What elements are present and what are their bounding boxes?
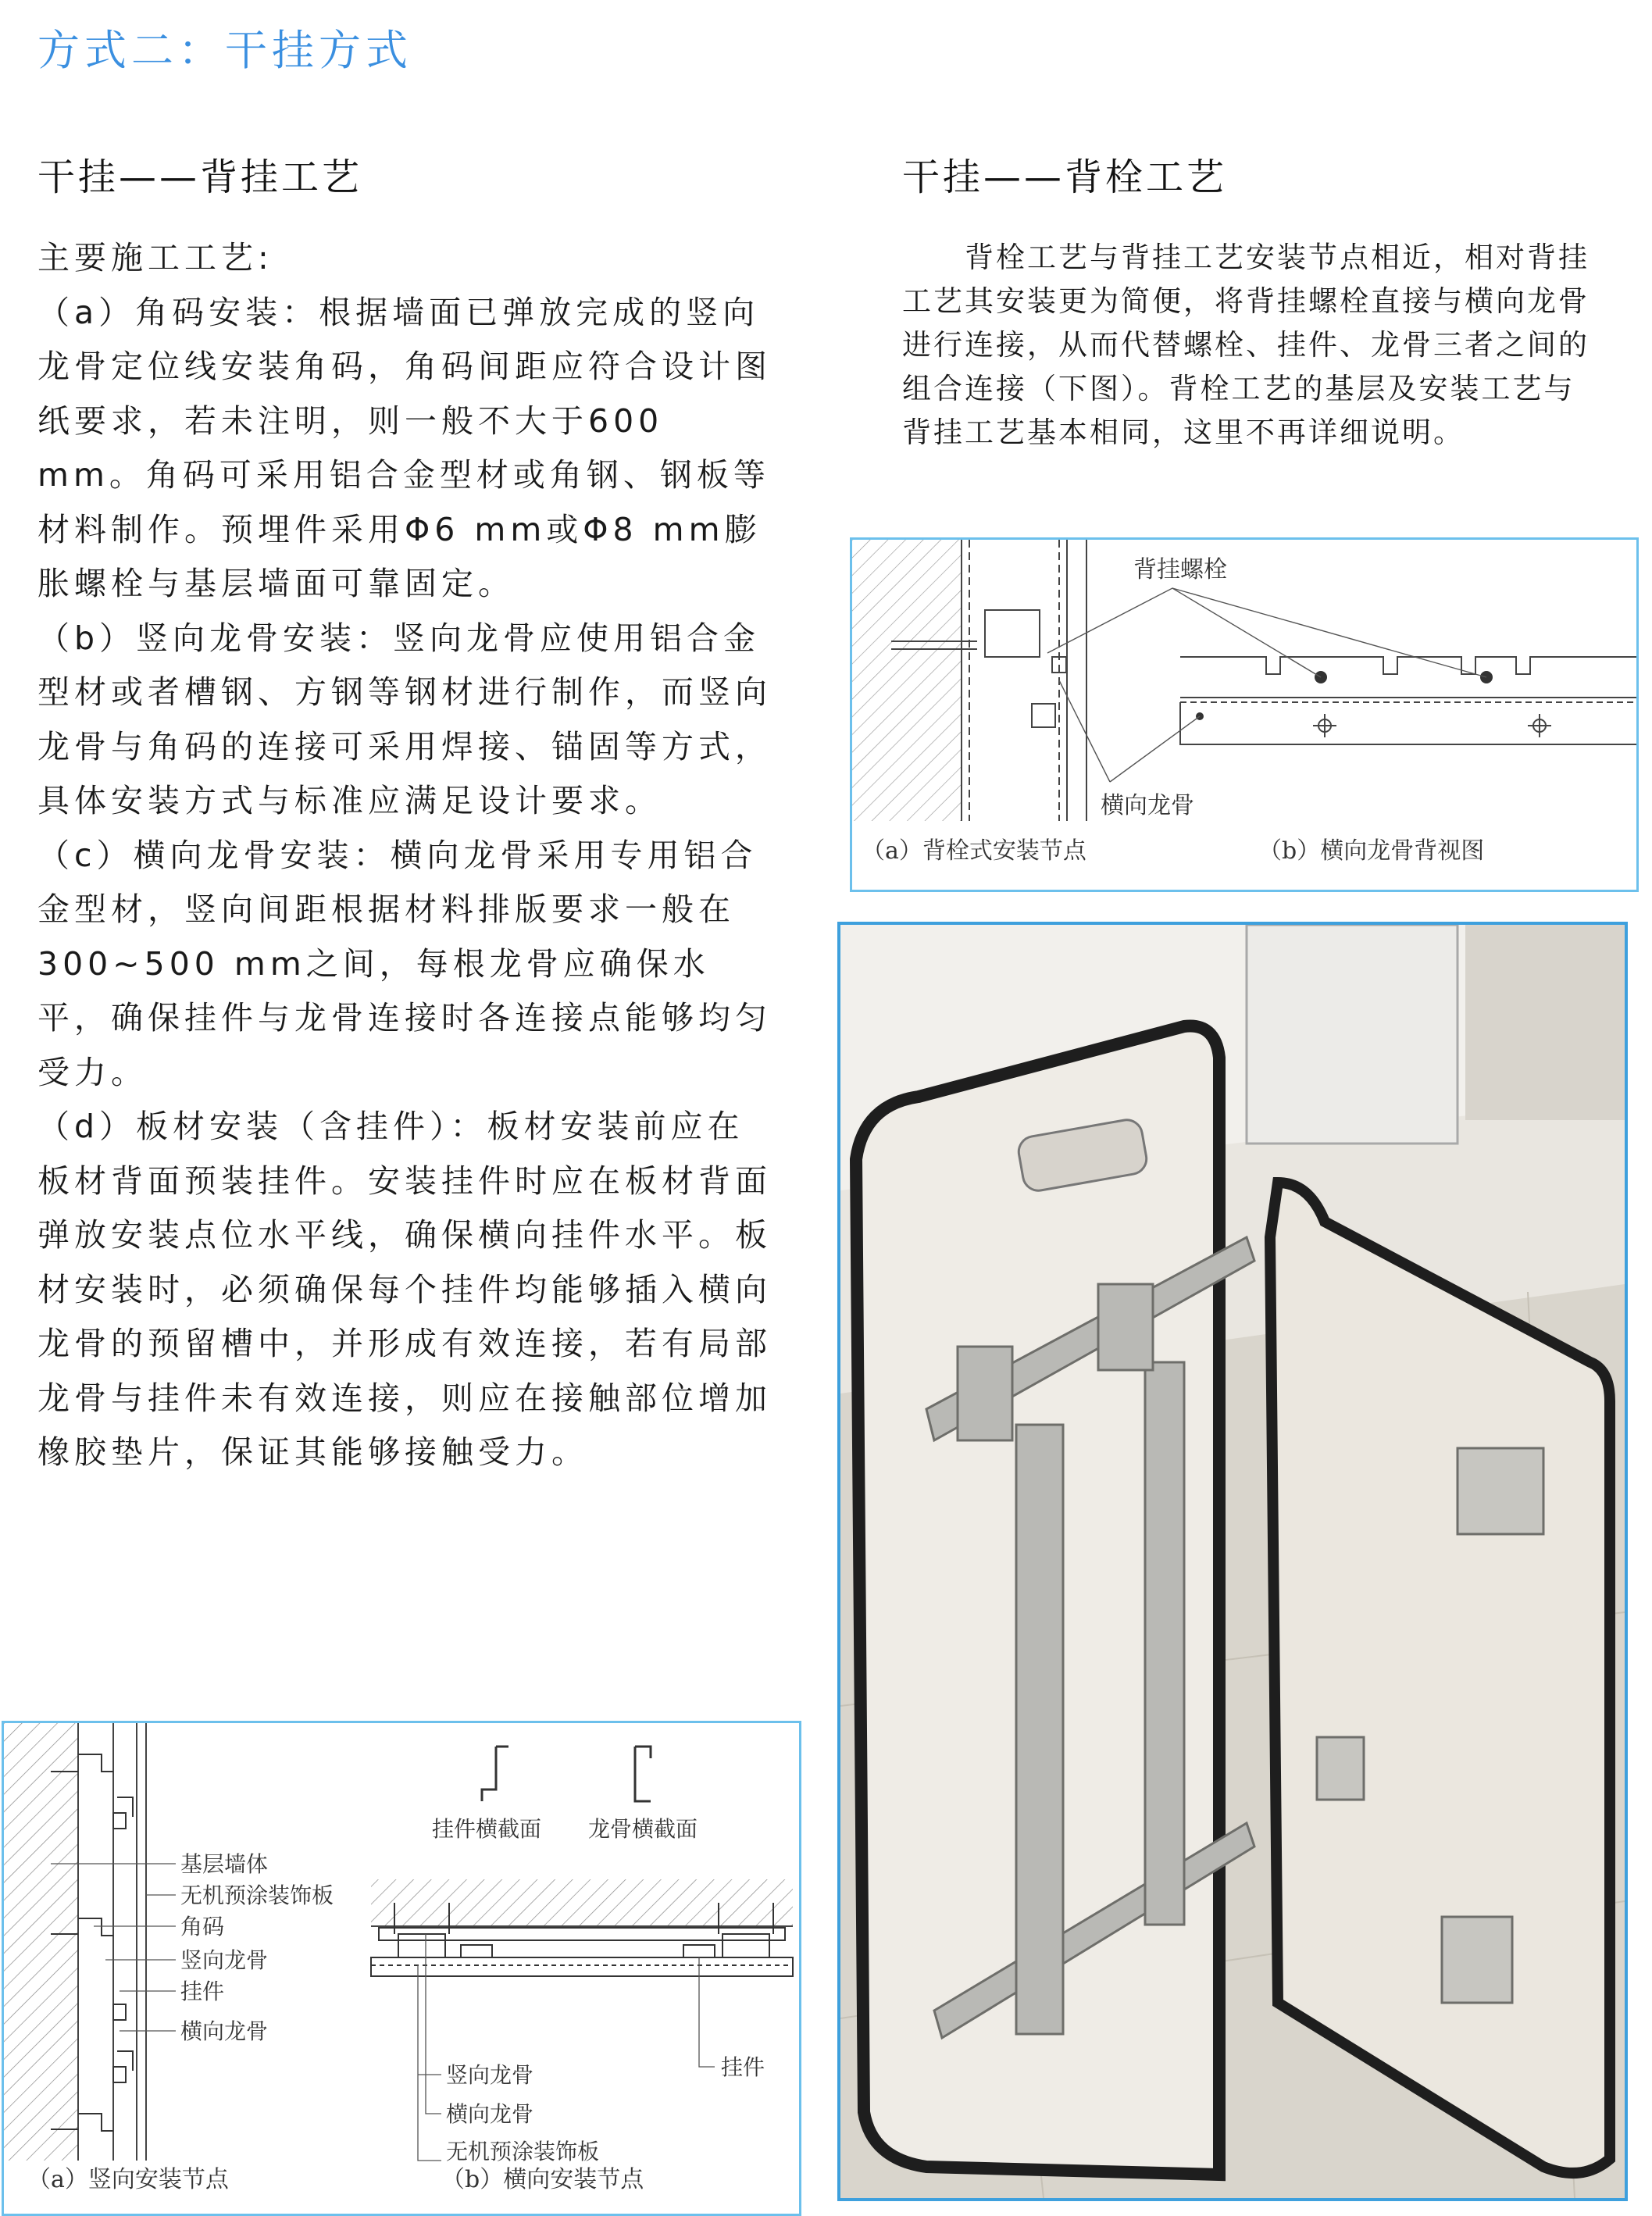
label-horizontal-keel: 横向龙骨 (180, 2018, 269, 2044)
paragraph-c: （c）横向龙骨安装：横向龙骨采用专用铝合金型材，竖向间距根据材料排版要求一般在300~500 mm之间，每根龙骨应确保水平，确保挂件与龙骨连接时各连接点能够均匀受力。 (37, 836, 772, 1091)
label-hanger-section: 挂件横截面 (432, 1816, 542, 1842)
label-b-hanger: 挂件 (721, 2054, 765, 2080)
label-b-decorative-panel: 无机预涂装饰板 (446, 2139, 600, 2164)
left-body-text (37, 231, 772, 1480)
installation-photo (837, 922, 1628, 2201)
label-keel-section: 龙骨横截面 (588, 1816, 698, 1842)
back-bolt-figure (850, 537, 1639, 892)
page-title: 方式二：干挂方式 (37, 26, 412, 75)
label-hanger: 挂件 (180, 1979, 225, 2004)
paragraph-a: （a）角码安装：根据墙面已弹放完成的竖向龙骨定位线安装角码，角码间距应符合设计图纸要求，若未注明，则一般不大于600 mm。角码可采用铝合金型材或角钢、钢板等材料制作。预埋件采用Φ6 mm或Φ8 mm膨胀螺栓与基层墙面可靠固定。 (37, 293, 772, 602)
label-b-horizontal-keel: 横向龙骨 (446, 2101, 534, 2127)
label-back-bolt: 背挂螺栓 (1133, 556, 1227, 583)
left-section-heading: 干挂——背挂工艺 (37, 155, 363, 199)
paragraph-b: （b）竖向龙骨安装：竖向龙骨应使用铝合金型材或者槽钢、方钢等钢材进行制作，而竖向龙骨与角码的连接可采用焊接、锚固等方式，具体安装方式与标准应满足设计要求。 (37, 619, 772, 819)
right-paragraph: 背栓工艺与背挂工艺安装节点相近，相对背挂工艺其安装更为简便，将背挂螺栓直接与横向龙骨进行连接，从而代替螺栓、挂件、龙骨三者之间的组合连接（下图）。背栓工艺的基层及安装工艺与背挂工艺基本相同，这里不再详细说明。 (902, 241, 1590, 449)
right-section-heading: 干挂——背栓工艺 (902, 155, 1228, 199)
intro-line: 主要施工工艺: (37, 239, 273, 277)
label-corner-bracket: 角码 (180, 1914, 225, 1939)
caption-keel-back-view: （b）横向龙骨背视图 (1258, 837, 1485, 865)
label-b-vertical-keel: 竖向龙骨 (446, 2062, 534, 2088)
label-transverse-keel: 横向龙骨 (1101, 792, 1194, 819)
back-hanging-figure (2, 1721, 801, 2216)
paragraph-d: （d）板材安装（含挂件）：板材安装前应在板材背面预装挂件。安装挂件时应在板材背面弹放安装点位水平线，确保横向挂件水平。板材安装时，必须确保每个挂件均能够插入横向龙骨的预留槽中，并形成有效连接，若有局部龙骨与挂件未有效连接，则应在接触部位增加橡胶垫片，保证其能够接触受力。 (37, 1108, 772, 1471)
label-vertical-keel: 竖向龙骨 (180, 1947, 269, 1973)
caption-bolt-node: （a）背栓式安装节点 (862, 837, 1086, 865)
back-hanging-diagram (4, 1723, 799, 2214)
label-base-wall: 基层墙体 (180, 1851, 269, 1877)
back-bolt-diagram (852, 540, 1636, 890)
caption-horizontal-node: （b）横向安装节点 (441, 2166, 644, 2193)
installation-photo-graphic (840, 925, 1625, 2198)
caption-vertical-node: （a）竖向安装节点 (27, 2166, 229, 2193)
label-decorative-panel: 无机预涂装饰板 (180, 1882, 334, 1908)
